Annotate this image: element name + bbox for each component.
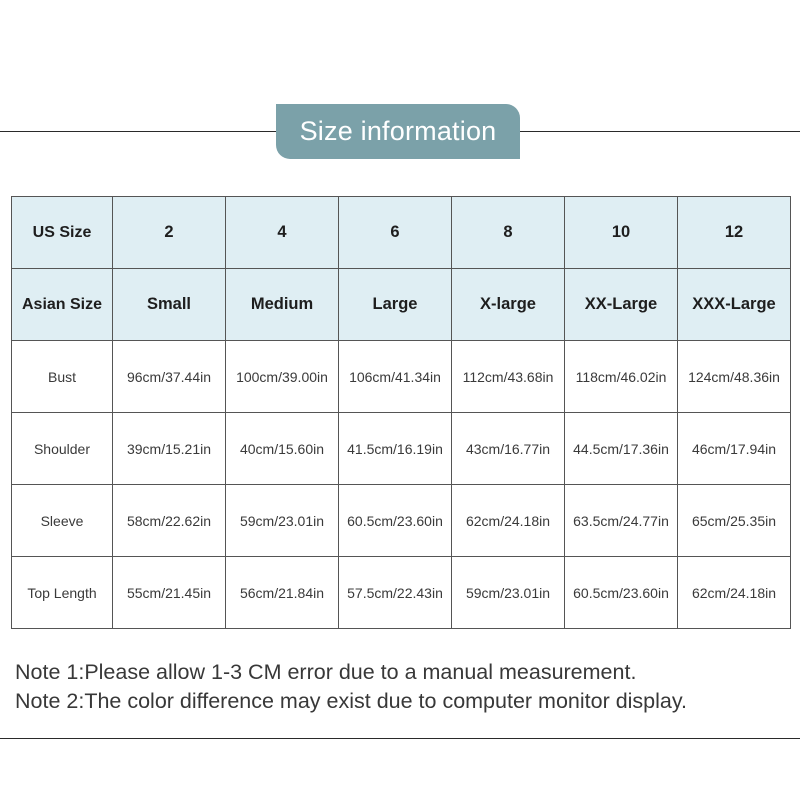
table-cell: XX-Large (565, 269, 678, 341)
table-row-asian-size (12, 269, 791, 341)
table-cell: 44.5cm/17.36in (565, 413, 678, 485)
table-cell: 124cm/48.36in (678, 341, 791, 413)
table-cell: 40cm/15.60in (226, 413, 339, 485)
size-chart-table (11, 196, 791, 629)
table-cell: 65cm/25.35in (678, 485, 791, 557)
table-cell: Large (339, 269, 452, 341)
note-1: Note 1:Please allow 1-3 CM error due to a manual measurement. (15, 660, 637, 684)
row-label: Shoulder (12, 413, 113, 485)
row-label: Top Length (12, 557, 113, 629)
table-cell: 62cm/24.18in (452, 485, 565, 557)
table-cell: 46cm/17.94in (678, 413, 791, 485)
table-cell: 59cm/23.01in (452, 557, 565, 629)
table-cell: Small (113, 269, 226, 341)
table-cell: 43cm/16.77in (452, 413, 565, 485)
table-cell: 62cm/24.18in (678, 557, 791, 629)
table-row-top-length (12, 557, 791, 629)
table-cell: 60.5cm/23.60in (565, 557, 678, 629)
table-cell: 63.5cm/24.77in (565, 485, 678, 557)
table-cell: 55cm/21.45in (113, 557, 226, 629)
table-cell: 10 (565, 197, 678, 269)
page-title: Size information (276, 104, 520, 159)
table-cell: 39cm/15.21in (113, 413, 226, 485)
table-cell: 6 (339, 197, 452, 269)
table-row-shoulder (12, 413, 791, 485)
table-cell: 106cm/41.34in (339, 341, 452, 413)
table-cell: 112cm/43.68in (452, 341, 565, 413)
table-cell: 60.5cm/23.60in (339, 485, 452, 557)
table-cell: XXX-Large (678, 269, 791, 341)
table-cell: 57.5cm/22.43in (339, 557, 452, 629)
table-cell: 12 (678, 197, 791, 269)
table-cell: 118cm/46.02in (565, 341, 678, 413)
table-cell: X-large (452, 269, 565, 341)
row-label: US Size (12, 197, 113, 269)
note-2: Note 2:The color difference may exist due to computer monitor display. (15, 689, 688, 713)
table-row-sleeve (12, 485, 791, 557)
table-cell: 58cm/22.62in (113, 485, 226, 557)
table-cell: Medium (226, 269, 339, 341)
table-cell: 56cm/21.84in (226, 557, 339, 629)
table-row-us-size (12, 197, 791, 269)
row-label: Asian Size (12, 269, 113, 341)
table-cell: 100cm/39.00in (226, 341, 339, 413)
row-label: Sleeve (12, 485, 113, 557)
table-cell: 96cm/37.44in (113, 341, 226, 413)
table-cell: 8 (452, 197, 565, 269)
table-cell: 41.5cm/16.19in (339, 413, 452, 485)
table-cell: 2 (113, 197, 226, 269)
table-cell: 4 (226, 197, 339, 269)
notes-section (15, 658, 687, 716)
table-cell: 59cm/23.01in (226, 485, 339, 557)
row-label: Bust (12, 341, 113, 413)
bottom-divider-line (0, 738, 800, 739)
table-row-bust (12, 341, 791, 413)
